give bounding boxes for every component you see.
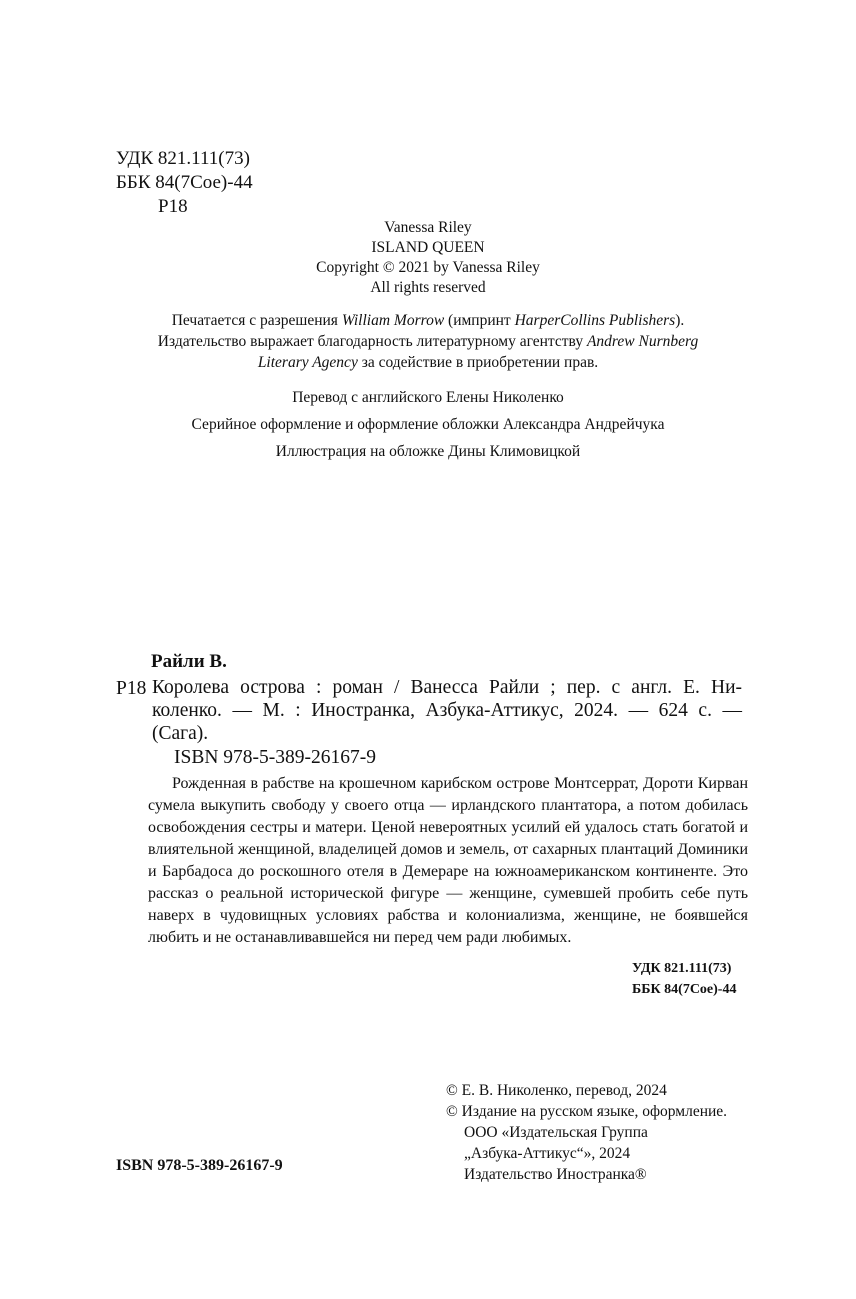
catalog-code: Р18 [116, 678, 147, 699]
original-title: ISLAND QUEEN [371, 239, 485, 256]
catalog-isbn: ISBN 978-5-389-26167-9 [174, 747, 377, 768]
udk-code-bottom: УДК 821.111(73) [632, 961, 732, 976]
publisher-group-2: „Азбука-Аттикус“», 2024 [464, 1145, 631, 1162]
catalog-description [152, 676, 742, 745]
bbk-code-bottom: ББК 84(7Сое)-44 [632, 982, 737, 997]
udk-code: УДК 821.111(73) [116, 148, 250, 169]
catalog-line-3: (Сага). [152, 723, 209, 744]
catalog-line-1: Королева острова : роман / Ванесса Райли ; пер. с англ. Е. Ни- [152, 677, 742, 698]
publisher-imprint: Издательство Иностранка® [464, 1166, 647, 1183]
permission-line-2: Издательство выражает благодарность литературному агентству Andrew Nurnberg [157, 333, 699, 350]
design-credit: Серийное оформление и оформление обложки Александра Андрейчука [191, 416, 665, 433]
isbn-bottom: ISBN 978-5-389-26167-9 [116, 1157, 283, 1174]
rights-line: All rights reserved [370, 279, 486, 296]
classification-block [116, 147, 253, 219]
original-credits [0, 218, 856, 298]
translator-credit: Перевод с английского Елены Николенко [292, 389, 564, 406]
permission-line-1: Печатается с разрешения William Morrow (импринт HarperCollins Publishers). [171, 312, 685, 329]
publisher-group: ООО «Издательская Группа [464, 1124, 648, 1141]
classification-bottom [632, 958, 736, 1000]
annotation [148, 773, 748, 949]
annotation-text: Рожденная в рабстве на крошечном карибском острове Монтсеррат, Дороти Кирван сумела выкупить свободу у своего отца — ирландского плантатора, а потом добилась освобождения сестры и матери. Ценой невероятных усилий ей удалось стать богатой и влиятельной женщиной, владелицей домов и земель, от сахарных плантаций Доминики и Барбадоса до роскошного отеля в Демераре на южноамериканском континенте. Это рассказ о реальной исторической фигуре — женщине, сумевшей пробить себе путь наверх в чудовищных условиях рабства и колониализма, женщине, не боявшейся любить и не останавливавшейся ни перед чем ради любимых. [148, 775, 748, 946]
catalog-author-heading: Райли В. [151, 651, 227, 672]
permission-line-3: Literary Agency за содействие в приобретении прав. [257, 354, 599, 371]
translation-copyright: © Е. В. Николенко, перевод, 2024 [446, 1082, 667, 1099]
edition-copyright: © Издание на русском языке, оформление. [446, 1103, 728, 1120]
copyright-line: Copyright © 2021 by Vanessa Riley [316, 259, 540, 276]
bbk-code: ББК 84(7Сое)-44 [116, 172, 253, 193]
permission-block [0, 310, 856, 373]
copyright-notices [446, 1080, 727, 1185]
illustration-credit: Иллюстрация на обложке Дины Климовицкой [275, 443, 581, 460]
catalog-line-2: коленко. — М. : Иностранка, Азбука-Аттикус, 2024. — 624 с. — [152, 700, 742, 721]
original-author: Vanessa Riley [384, 219, 472, 236]
author-code: Р18 [158, 196, 188, 217]
